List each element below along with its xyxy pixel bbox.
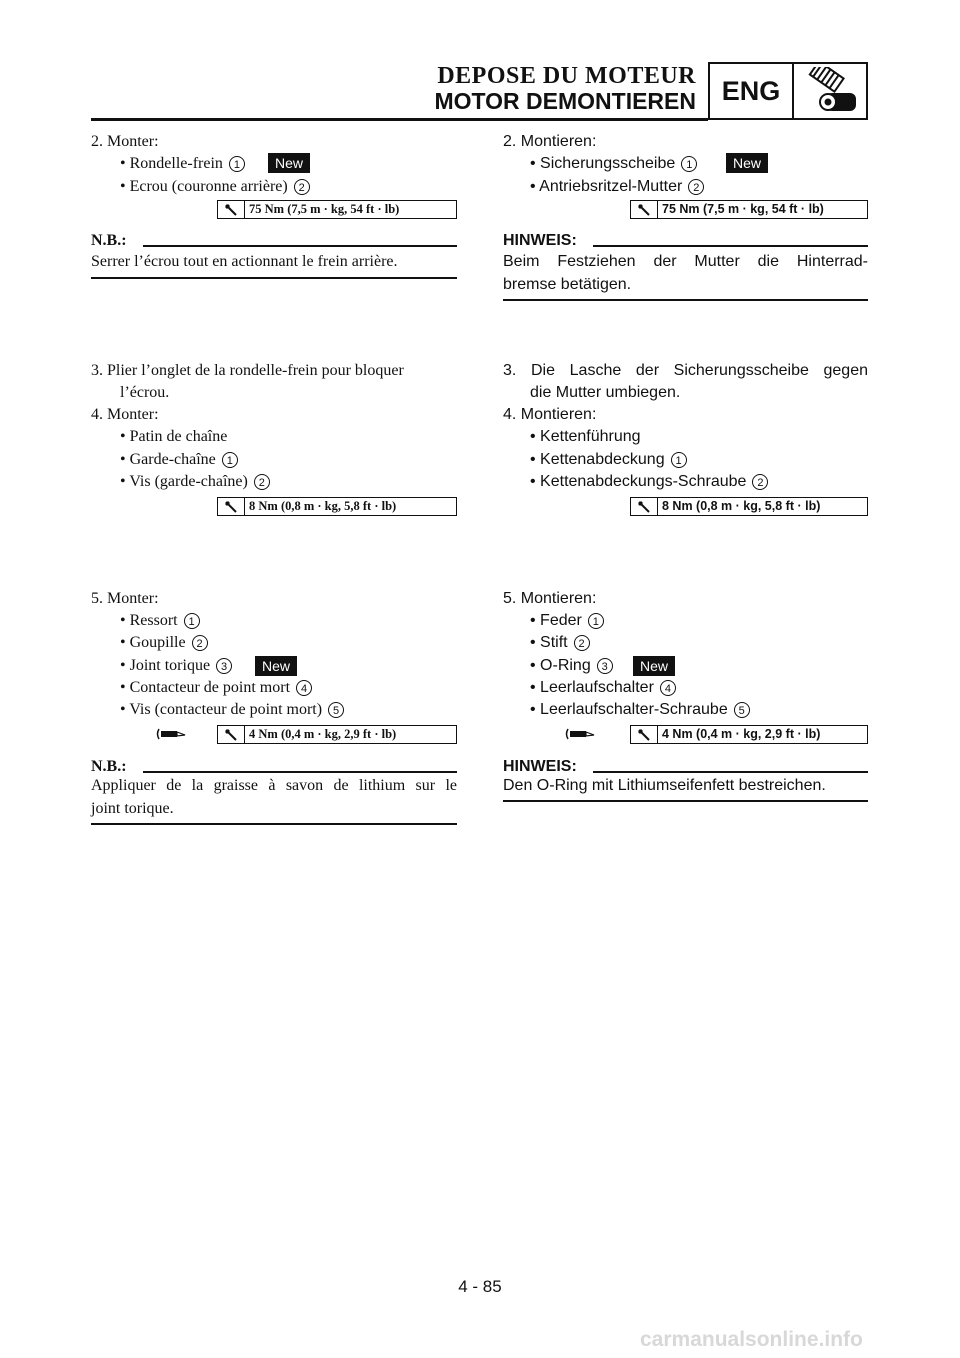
de-step5-note-head: HINWEIS: xyxy=(503,758,577,775)
callout-1: 1 xyxy=(184,613,200,629)
header-title-fr: DEPOSE DU MOTEUR xyxy=(437,63,696,89)
de-step5-item4-label: • Leerlaufschalter xyxy=(530,679,654,696)
torque-value: 4 Nm (0,4 m · kg, 2,9 ft · lb) xyxy=(244,726,396,743)
callout-2: 2 xyxy=(752,474,768,490)
note-rule xyxy=(593,771,868,773)
de-step2-item2-label: • Antriebsritzel-Mutter xyxy=(530,178,683,195)
de-step4-item1: • Kettenführung xyxy=(530,428,641,445)
note-end-rule xyxy=(91,277,457,279)
de-step5-item2 xyxy=(530,634,590,652)
de-step5-title: 5. Montieren: xyxy=(503,590,597,607)
de-step5-torque xyxy=(630,725,868,744)
fr-step4-item3 xyxy=(120,473,270,491)
fr-step4-item3-label: • Vis (garde-chaîne) xyxy=(120,473,248,490)
fr-step2-item1 xyxy=(120,155,245,173)
fr-step2-torque xyxy=(217,200,457,219)
de-step2-item1-label: • Sicherungsscheibe xyxy=(530,155,676,172)
page-number: 4 - 85 xyxy=(458,1277,502,1296)
badge-label: ENG xyxy=(710,64,794,118)
callout-2: 2 xyxy=(294,179,310,195)
fr-step5-item4-label: • Contacteur de point mort xyxy=(120,679,291,696)
new-part-badge: New xyxy=(268,153,310,173)
torque-value: 8 Nm (0,8 m · kg, 5,8 ft · lb) xyxy=(657,498,820,515)
fr-step2-note: Serrer l’écrou tout en actionnant le frein arrière. xyxy=(91,253,398,270)
fr-step2-item2 xyxy=(120,178,310,196)
callout-5: 5 xyxy=(328,702,344,718)
de-step5-item3 xyxy=(530,657,613,675)
new-part-badge: New xyxy=(633,656,675,676)
de-step4-torque xyxy=(630,497,868,516)
torque-wrench-icon xyxy=(631,201,657,218)
torque-wrench-icon xyxy=(218,201,244,218)
fr-step3-line2: l’écrou. xyxy=(120,384,170,401)
callout-1: 1 xyxy=(222,452,238,468)
fr-step5-item4 xyxy=(120,679,312,697)
callout-4: 4 xyxy=(660,680,676,696)
fr-step5-item3-label: • Joint torique xyxy=(120,657,211,674)
note-end-rule xyxy=(503,800,868,802)
grease-icon xyxy=(156,727,188,746)
callout-2: 2 xyxy=(574,635,590,651)
fr-step5-note-line2: joint torique. xyxy=(91,800,174,817)
new-part-badge: New xyxy=(255,656,297,676)
new-part-badge: New xyxy=(726,153,768,173)
fr-step5-note-line1: Appliquer de la graisse à savon de lithium sur le xyxy=(91,777,457,794)
de-step5-item3-label: • O-Ring xyxy=(530,657,591,674)
fr-step5-item5-label: • Vis (contacteur de point mort) xyxy=(120,701,323,718)
callout-1: 1 xyxy=(229,156,245,172)
callout-1: 1 xyxy=(681,156,697,172)
callout-2: 2 xyxy=(192,635,208,651)
header-title-de: MOTOR DEMONTIEREN xyxy=(434,88,696,114)
callout-1: 1 xyxy=(671,452,687,468)
callout-3: 3 xyxy=(216,658,232,674)
de-step2-item2 xyxy=(530,178,704,196)
de-step4-title: 4. Montieren: xyxy=(503,406,597,423)
fr-step2-note-head: N.B.: xyxy=(91,232,127,249)
de-step5-item1-label: • Feder xyxy=(530,612,582,629)
de-step2-note-line2: bremse betätigen. xyxy=(503,276,632,293)
fr-step5-item1 xyxy=(120,612,200,630)
fr-step4-item2-label: • Garde-chaîne xyxy=(120,451,216,468)
de-step4-item2-label: • Kettenabdeckung xyxy=(530,451,665,468)
de-step2-note-line1: Beim Festziehen der Mutter die Hinterrad- xyxy=(503,253,868,270)
fr-step2-item1-label: • Rondelle-frein xyxy=(120,155,223,172)
fr-step5-item2-label: • Goupille xyxy=(120,634,186,651)
de-step2-note-head: HINWEIS: xyxy=(503,232,577,249)
de-step4-item2 xyxy=(530,451,687,469)
callout-2: 2 xyxy=(688,179,704,195)
callout-5: 5 xyxy=(734,702,750,718)
fr-step3-line1: 3. Plier l’onglet de la rondelle-frein pour bloquer xyxy=(91,362,404,379)
grease-icon xyxy=(565,727,597,746)
note-rule xyxy=(593,245,868,247)
de-step5-note: Den O-Ring mit Lithiumseifenfett bestreichen. xyxy=(503,777,826,794)
note-end-rule xyxy=(91,823,457,825)
fr-step4-item1: • Patin de chaîne xyxy=(120,428,228,445)
fr-step5-torque xyxy=(217,725,457,744)
callout-2: 2 xyxy=(254,474,270,490)
callout-4: 4 xyxy=(296,680,312,696)
section-badge xyxy=(708,62,868,120)
note-end-rule xyxy=(503,299,868,301)
fr-step5-item2 xyxy=(120,634,208,652)
torque-value: 8 Nm (0,8 m · kg, 5,8 ft · lb) xyxy=(244,498,396,515)
fr-step4-title: 4. Monter: xyxy=(91,406,159,423)
header-rule xyxy=(91,118,708,121)
fr-step4-torque xyxy=(217,497,457,516)
torque-value: 4 Nm (0,4 m · kg, 2,9 ft · lb) xyxy=(657,726,820,743)
note-rule xyxy=(143,771,457,773)
fr-step5-item1-label: • Ressort xyxy=(120,612,178,629)
torque-wrench-icon xyxy=(218,726,244,743)
torque-wrench-icon xyxy=(631,726,657,743)
fr-step2-item2-label: • Ecrou (couronne arrière) xyxy=(120,178,288,195)
de-step4-item3 xyxy=(530,473,768,491)
de-step2-torque xyxy=(630,200,868,219)
callout-3: 3 xyxy=(597,658,613,674)
engine-icon xyxy=(794,64,866,118)
de-step4-item3-label: • Kettenabdeckungs-Schraube xyxy=(530,473,747,490)
de-step5-item2-label: • Stift xyxy=(530,634,568,651)
fr-step5-item5 xyxy=(120,701,344,719)
de-step3-line2: die Mutter umbiegen. xyxy=(530,384,681,401)
de-step5-item1 xyxy=(530,612,604,630)
fr-step5-item3 xyxy=(120,657,232,675)
torque-value: 75 Nm (7,5 m · kg, 54 ft · lb) xyxy=(244,201,399,218)
torque-value: 75 Nm (7,5 m · kg, 54 ft · lb) xyxy=(657,201,824,218)
de-step2-item1 xyxy=(530,155,697,173)
de-step5-item4 xyxy=(530,679,676,697)
callout-1: 1 xyxy=(588,613,604,629)
torque-wrench-icon xyxy=(631,498,657,515)
fr-step2-title: 2. Monter: xyxy=(91,133,159,150)
de-step5-item5 xyxy=(530,701,750,719)
fr-step4-item2 xyxy=(120,451,238,469)
de-step5-item5-label: • Leerlaufschalter-Schraube xyxy=(530,701,728,718)
torque-wrench-icon xyxy=(218,498,244,515)
watermark: carmanualsonline.info xyxy=(640,1328,863,1351)
fr-step5-note-head: N.B.: xyxy=(91,758,127,775)
de-step2-title: 2. Montieren: xyxy=(503,133,597,150)
note-rule xyxy=(143,245,457,247)
de-step3-line1: 3. Die Lasche der Sicherungsscheibe gegen xyxy=(503,362,868,379)
fr-step5-title: 5. Monter: xyxy=(91,590,159,607)
